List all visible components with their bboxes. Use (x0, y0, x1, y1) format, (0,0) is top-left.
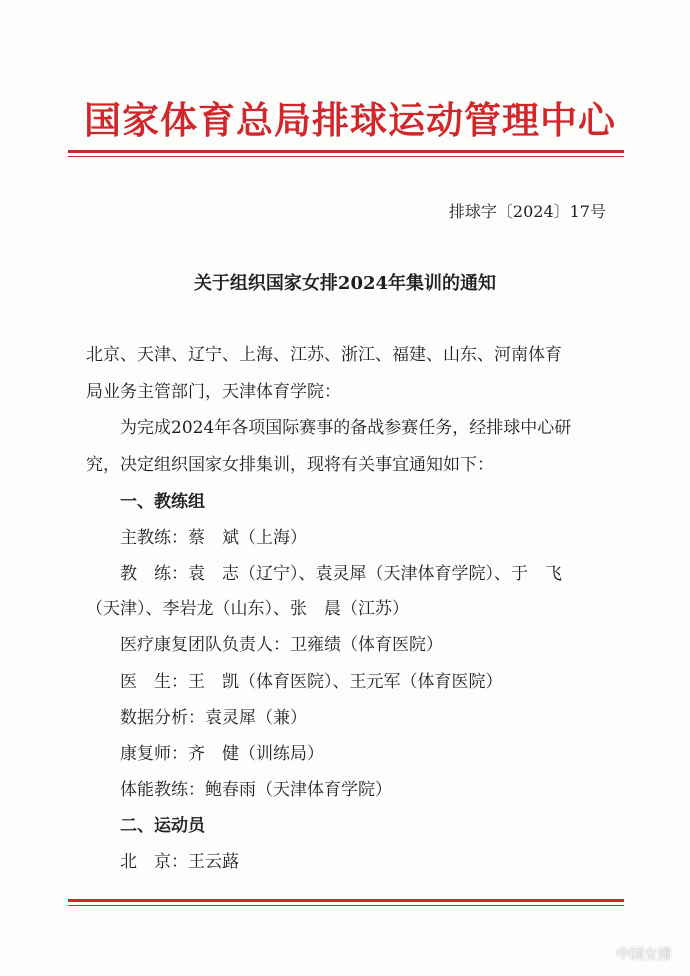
footer-rule-thin (68, 905, 624, 906)
coach-line: 康复师：齐 健（训练局） (120, 744, 324, 764)
coach-line: 教 练：袁 志（辽宁）、袁灵犀（天津体育学院）、于 飞 (120, 564, 562, 584)
watermark: 中国女排 (616, 947, 672, 963)
intro-line-2: 究，决定组织国家女排集训，现将有关事宜通知如下： (86, 455, 494, 475)
section-coaches-heading: 一、教练组 (120, 492, 205, 512)
coach-line: （天津）、李岩龙（山东）、张 晨（江苏） (86, 599, 409, 619)
intro-line-1: 为完成2024年各项国际赛事的备战参赛任务，经排球中心研 (120, 418, 572, 438)
document-title: 关于组织国家女排2024年集训的通知 (193, 273, 497, 294)
letterhead-rule-thin (68, 156, 624, 157)
coach-line: 体能教练：鲍春雨（天津体育学院） (120, 780, 392, 800)
athlete-line: 北 京：王云蕗 (120, 852, 239, 872)
footer-rule-thick (68, 899, 624, 902)
document-number: 排球字〔2024〕17号 (448, 202, 606, 221)
section-athletes-heading: 二、运动员 (120, 816, 205, 836)
coach-line: 数据分析：袁灵犀（兼） (120, 708, 307, 728)
letterhead-rule-thick (68, 150, 624, 153)
coach-line: 医 生：王 凯（体育医院）、王元军（体育医院） (120, 672, 503, 692)
letterhead-title: 国家体育总局排球运动管理中心 (84, 98, 616, 142)
coach-line: 主教练：蔡 斌（上海） (120, 528, 307, 548)
coach-line: 医疗康复团队负责人：卫雍绩（体育医院） (120, 635, 443, 655)
recipients-line-2: 局业务主管部门，天津体育学院： (86, 382, 341, 402)
recipients-line-1: 北京、天津、辽宁、上海、江苏、浙江、福建、山东、河南体育 (86, 345, 562, 365)
